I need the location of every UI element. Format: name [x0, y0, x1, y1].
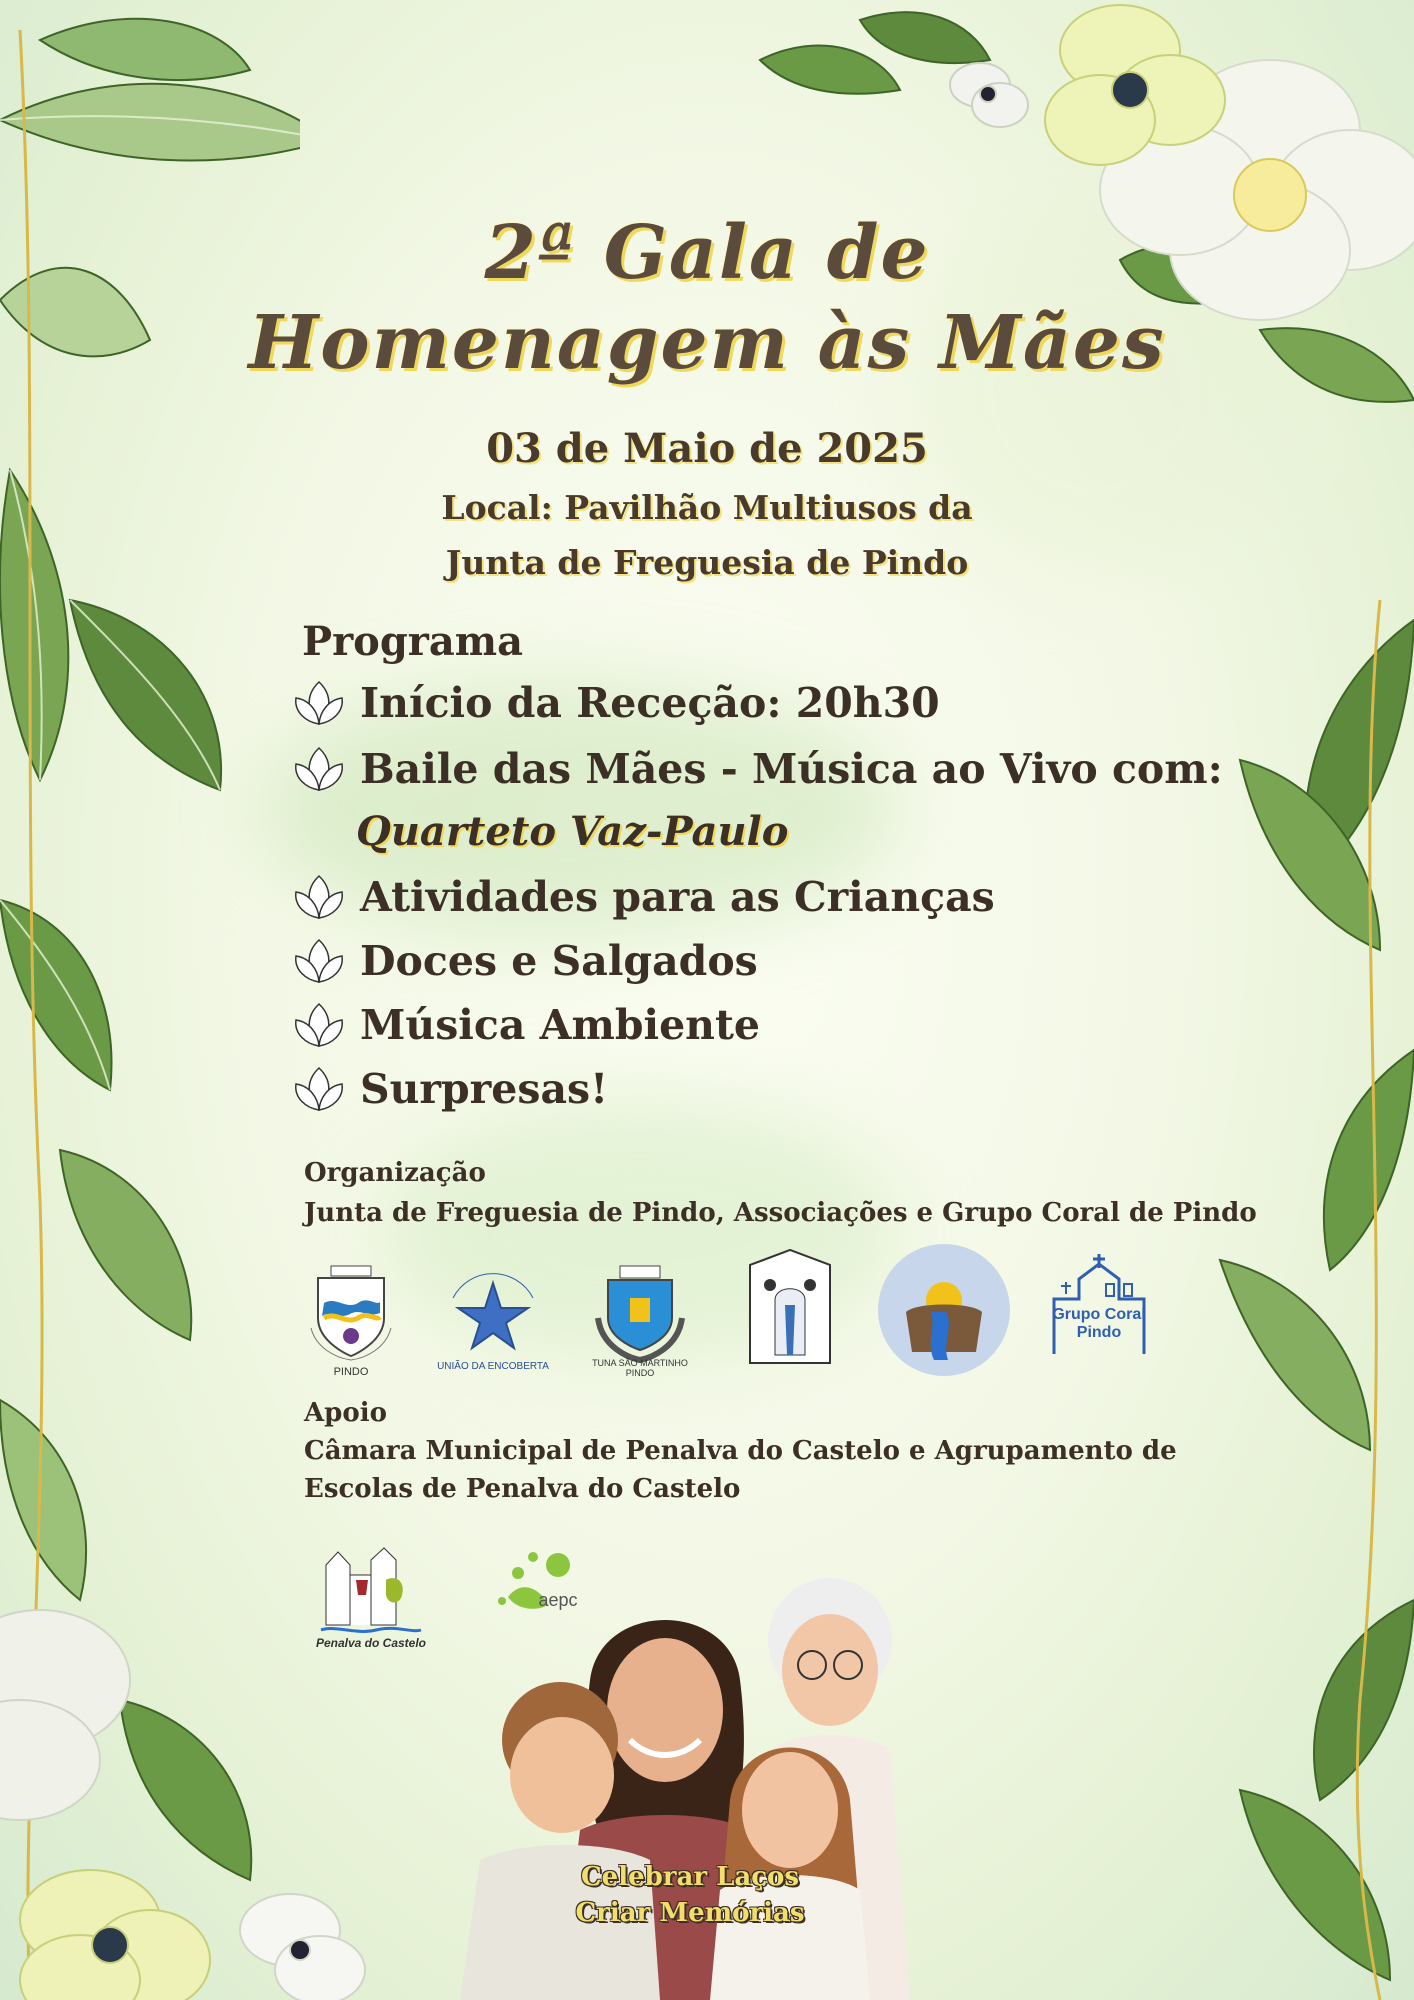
logo-caption: TUNA SÃO MARTINHO PINDO [592, 1358, 688, 1378]
associacao-desportiva-logo [730, 1240, 850, 1380]
guest-band: Quarteto Vaz-Paulo [356, 808, 789, 855]
program-item-text: Atividades para as Crianças [360, 873, 995, 921]
program-item [290, 740, 1223, 798]
organization-text: Junta de Freguesia de Pindo, Associações e Grupo Coral de Pindo [304, 1198, 1257, 1228]
program-item [290, 868, 995, 926]
support-text-line-2: Escolas de Penalva do Castelo [304, 1474, 741, 1504]
magnolia-flower-icon [290, 932, 348, 990]
grupo-coral-pindo-logo [1030, 1244, 1168, 1374]
logo-caption: Grupo Coral Pindo [1052, 1306, 1146, 1341]
logo-caption: Penalva do Castelo [315, 1636, 427, 1650]
magnolia-flower-icon [290, 674, 348, 732]
program-item [290, 932, 758, 990]
title-line-1: 2ª Gala de [484, 210, 930, 296]
program-item-text: Baile das Mães - Música ao Vivo com: [360, 745, 1223, 793]
family-photo [440, 1560, 1010, 2000]
associacao-round-logo [874, 1240, 1014, 1380]
bottom-left-flowers [0, 1600, 380, 2000]
magnolia-flower-icon [290, 868, 348, 926]
support-heading: Apoio [304, 1398, 387, 1428]
program-item-text: Doces e Salgados [360, 937, 758, 985]
small-flower [950, 63, 1028, 127]
program-item [290, 674, 940, 732]
program-item [290, 996, 760, 1054]
penalva-do-castelo-logo [296, 1520, 446, 1650]
slogan-line-1: Celebrar Laços [580, 1862, 800, 1892]
pindo-coat-of-arms-logo [296, 1248, 406, 1378]
slogan-line-2: Criar Memórias [575, 1898, 805, 1928]
title-line-2: Homenagem às Mães [248, 300, 1166, 386]
program-item-text: Surpresas! [360, 1065, 609, 1113]
magnolia-flower-icon [290, 996, 348, 1054]
event-location-line-2: Junta de Freguesia de Pindo [445, 543, 969, 582]
logo-caption: aepc [538, 1590, 578, 1610]
program-heading: Programa [302, 618, 524, 665]
event-location-line-1: Local: Pavilhão Multiusos da [441, 488, 973, 527]
support-text-line-1: Câmara Municipal de Penalva do Castelo e Agrupamento de [304, 1436, 1177, 1466]
program-item [290, 1060, 608, 1118]
logo-caption: PINDO [333, 1366, 369, 1378]
organization-heading: Organização [304, 1158, 486, 1188]
program-item-text: Início da Receção: 20h30 [360, 679, 940, 727]
magnolia-flower-icon [290, 1060, 348, 1118]
tuna-sao-martinho-logo [580, 1248, 700, 1378]
event-date: 03 de Maio de 2025 [486, 425, 928, 472]
program-item-text: Música Ambiente [360, 1001, 761, 1049]
uniao-da-encoberta-logo [428, 1248, 558, 1378]
magnolia-flower-icon [290, 740, 348, 798]
logo-caption: UNIÃO DA ENCOBERTA [437, 1361, 549, 1372]
